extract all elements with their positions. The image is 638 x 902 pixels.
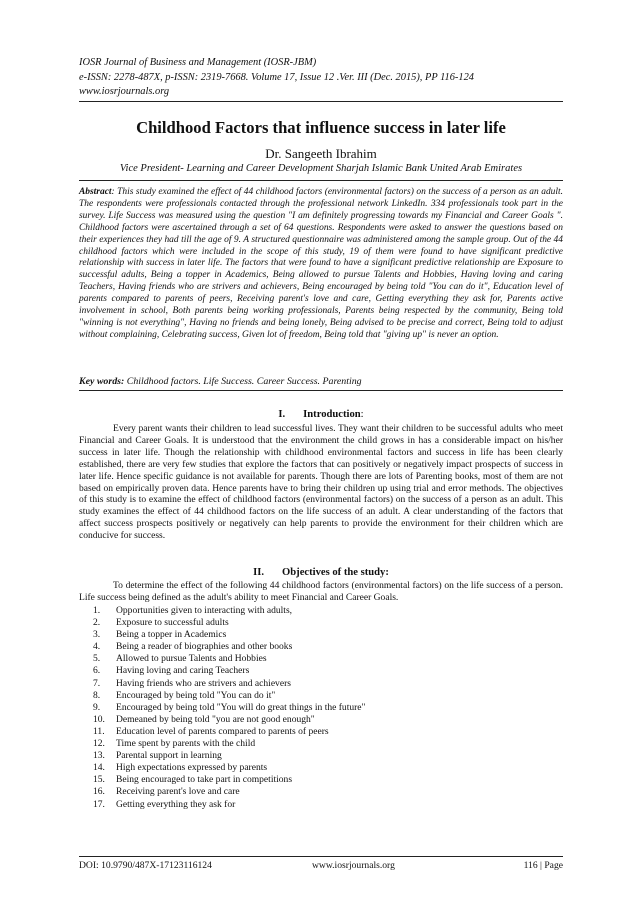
keywords-text: Childhood factors. Life Success. Career Success. Parenting <box>126 376 362 387</box>
section-number: II. <box>253 567 265 578</box>
list-item <box>93 738 553 750</box>
list-item-text: Demeaned by being told "you are not good enough" <box>116 713 315 725</box>
list-item-text: Getting everything they ask for <box>116 798 236 810</box>
list-item <box>93 762 553 774</box>
introduction-paragraph: Every parent wants their children to lead successful lives. They want their children to be successful adults who meet Financial and Career Goals. It is understood that the environment the child grows in has a considerable impact on his/her success in later life. Though the relationship with childhood environmental factors and success in life has been clearly established, there are very few studies that explore the factors that can positively or negatively impact prospects of success in later life. Hence specific guidance is not available for parents. Though there are lots of Parenting books, most of them are not based on empirically proven data. Hence parents have to bring their children up using trial and error methods. The objectives of this study is to examine the effect of childhood factors (environmental factors) on the success of a person as an adult. This study examines the effect of 44 childhood factors on the life success of an adult. A clear understanding of the factors that affect success prospects positively or negatively can help parents to provide the environment for their children which are conducive for success. <box>79 423 563 542</box>
list-item-text: High expectations expressed by parents <box>116 762 268 774</box>
factor-list <box>93 605 553 811</box>
list-item <box>93 629 553 641</box>
list-item <box>93 750 553 762</box>
list-item-number: 9. <box>93 701 101 713</box>
list-item-text: Being a reader of biographies and other books <box>116 641 293 653</box>
list-item-text: Time spent by parents with the child <box>116 738 256 750</box>
list-item-text: Encouraged by being told "You will do great things in the future" <box>116 701 366 713</box>
abstract-label: Abstract <box>79 187 112 197</box>
list-item-text: Exposure to successful adults <box>116 617 229 629</box>
list-item-number: 6. <box>93 665 101 677</box>
list-item-number: 14. <box>93 762 105 774</box>
list-item-number: 11. <box>93 725 105 737</box>
section-colon: : <box>360 409 364 420</box>
journal-header <box>79 56 569 100</box>
list-item-number: 5. <box>93 653 101 665</box>
section-heading-introduction <box>79 409 563 420</box>
list-item-text: Receiving parent's love and care <box>116 786 240 798</box>
list-item <box>93 786 553 798</box>
author-name: Dr. Sangeeth Ibrahim <box>265 146 377 161</box>
section-number: I. <box>278 409 286 420</box>
list-item-text: Parental support in learning <box>116 750 222 762</box>
author-affiliation: Vice President- Learning and Career Development Sharjah Islamic Bank United Arab Emirates <box>119 163 523 174</box>
list-item-number: 2. <box>93 617 101 629</box>
objectives-paragraph: To determine the effect of the following 44 childhood factors (environmental factors) on the life success of a person. Life success being defined as the adult's ability to meet Financial and Career Goals. <box>79 580 563 603</box>
list-item-number: 16. <box>93 786 105 798</box>
list-item <box>93 726 553 738</box>
footer-website: www.iosrjournals.org <box>312 860 395 871</box>
list-item-text: Opportunities given to interacting with adults, <box>116 605 293 616</box>
section-title: Introduction <box>303 409 361 420</box>
abstract-bottom-divider <box>79 390 563 391</box>
list-item-text: Being encouraged to take part in competitions <box>116 774 293 786</box>
list-item <box>93 678 553 690</box>
list-item <box>93 641 553 653</box>
keywords <box>79 376 563 387</box>
footer-divider <box>79 856 563 857</box>
list-item <box>93 665 553 677</box>
list-item-number: 1. <box>93 605 101 616</box>
abstract <box>79 187 563 342</box>
journal-website: www.iosrjournals.org <box>79 86 170 97</box>
list-item-text: Education level of parents compared to parents of peers <box>116 725 329 737</box>
list-item-number: 17. <box>93 798 105 810</box>
abstract-text: : This study examined the effect of 44 childhood factors (environmental factors) on the success of a person as an adult. The respondents were professionals contacted through the professional network LinkedIn. 334 professionals took part in the survey. Life Success was measured using the question "I am definitely progressing towards my Financial and Career Goals ". Childhood factors were ascertained through a set of 64 questions. Respondents were asked to answer the questions based on their experiences they had till the age of 9. A structured questionnaire was administered among the sample group. Out of the 44 childhood factors which were included in the scope of this study, 19 of them were found to have significant predictive relationship with success in later life. The factors that were found to have a significant predictive relationship are Exposure to successful adults, Being a topper in Academics, Being allowed to pursue Talents and Hobbies, Having loving and caring Teachers, Having friends who are strivers and achievers, Being encouraged by being told "You can do it", Education level of parents compared to parents of peers, Receiving parent's love and care, Getting everything they ask for, Parents active involvement in school, Both parents being working professionals, Parents being respected by the community, Being told "winning is not everything", Having no friends and being lonely, Being advised to be precise and correct, Being told to adjust without complaining, Celebrating success, Given lot of freedom, Being told that "giving up" is never an option. <box>79 187 563 340</box>
list-item-number: 12. <box>93 738 105 750</box>
header-divider <box>79 101 563 102</box>
list-item-number: 15. <box>93 774 105 786</box>
list-item-text: Having loving and caring Teachers <box>116 665 250 677</box>
paper-title: Childhood Factors that influence success in later life <box>136 118 506 137</box>
section-title: Objectives of the study: <box>282 567 389 578</box>
list-item-text: Encouraged by being told "You can do it" <box>116 689 276 701</box>
list-item-number: 8. <box>93 689 101 701</box>
list-item-number: 7. <box>93 677 101 689</box>
list-item <box>93 702 553 714</box>
list-item-text: Allowed to pursue Talents and Hobbies <box>116 653 267 665</box>
journal-name: IOSR Journal of Business and Management (IOSR-JBM) <box>79 57 317 68</box>
abstract-top-divider <box>79 180 563 181</box>
list-item <box>93 617 553 629</box>
list-item-number: 4. <box>93 641 101 653</box>
list-item-number: 3. <box>93 629 101 641</box>
footer-page-number: 116 | Page <box>523 860 563 871</box>
footer-doi: DOI: 10.9790/487X-17123116124 <box>79 860 212 871</box>
list-item-text: Being a topper in Academics <box>116 629 227 641</box>
list-item <box>93 605 553 617</box>
list-item <box>93 799 553 811</box>
list-item-number: 10. <box>93 713 105 725</box>
section-heading-objectives <box>79 567 563 578</box>
list-item <box>93 653 553 665</box>
journal-issn: e-ISSN: 2278-487X, p-ISSN: 2319-7668. Volume 17, Issue 12 .Ver. III (Dec. 2015), PP 116-124 <box>79 71 474 83</box>
keywords-label: Key words: <box>79 376 125 387</box>
list-item <box>93 774 553 786</box>
list-item-text: Having friends who are strivers and achievers <box>116 677 291 689</box>
list-item-number: 13. <box>93 750 105 762</box>
list-item <box>93 690 553 702</box>
list-item <box>93 714 553 726</box>
